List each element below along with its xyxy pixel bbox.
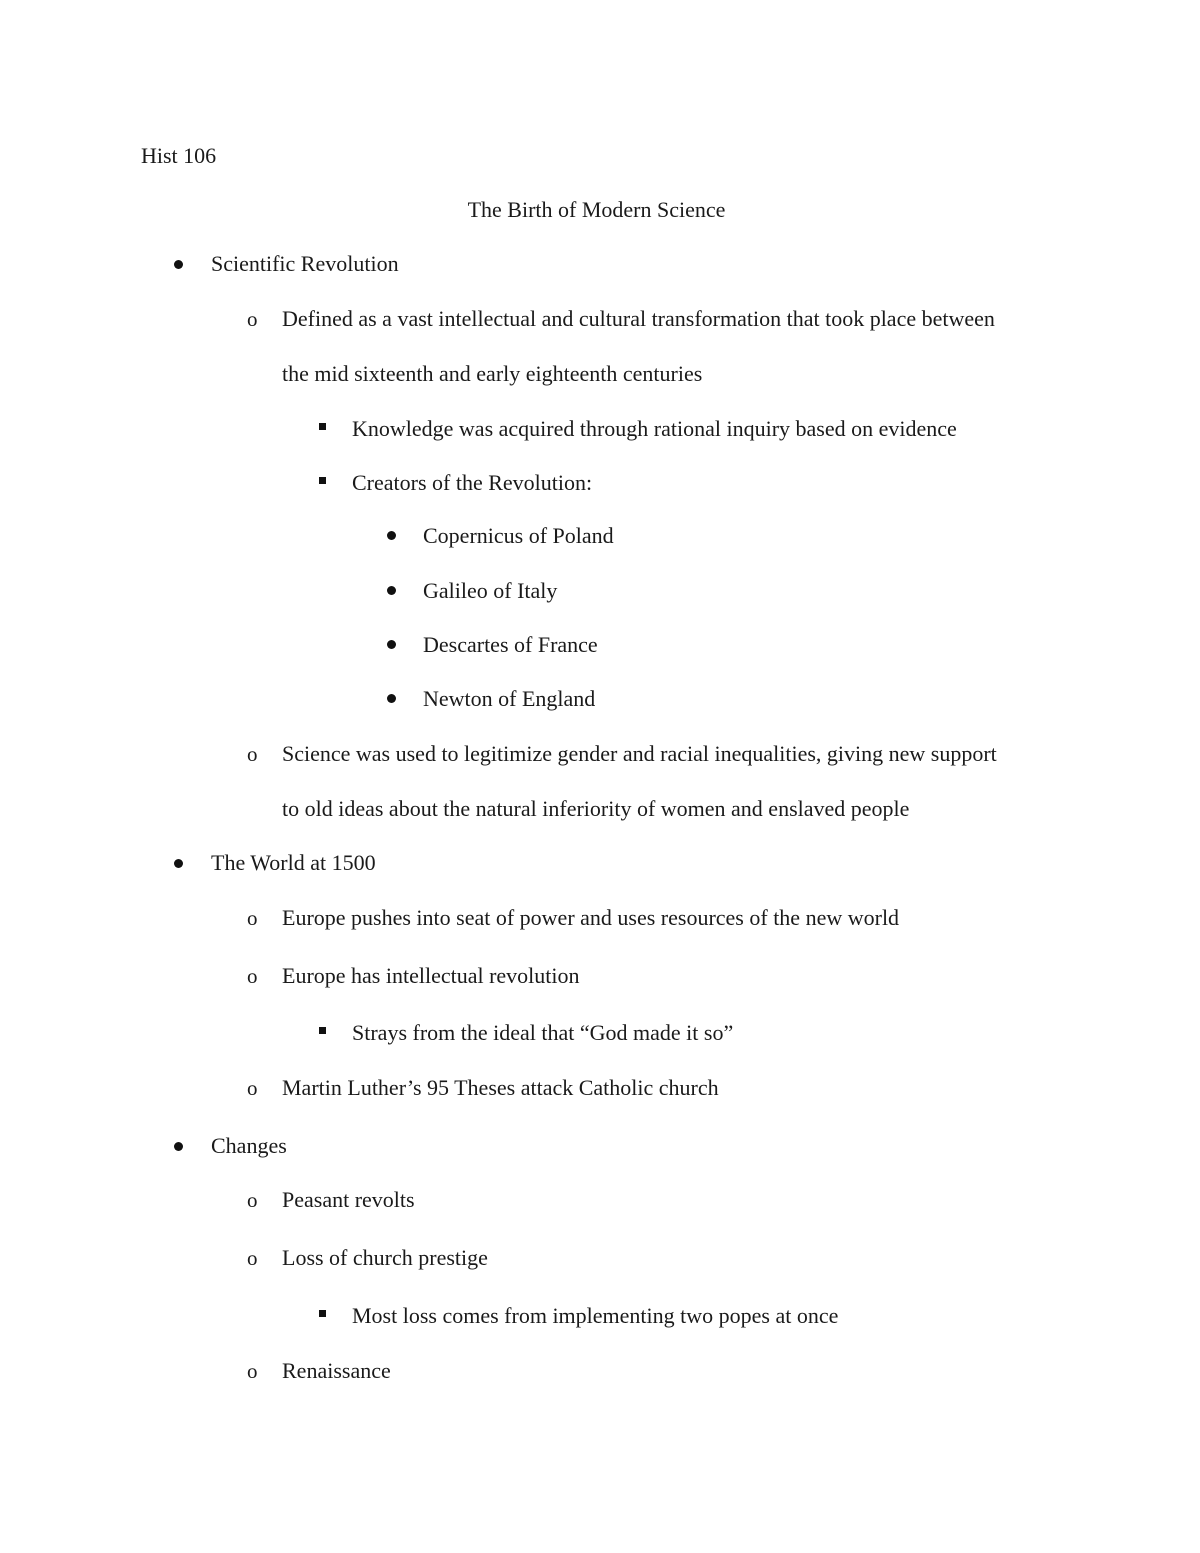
list-item: Renaissance [282,1358,391,1383]
list-item-creator: Descartes of France [423,632,598,657]
bullet-icon [174,1142,183,1151]
hollow-bullet-icon: o [247,742,258,766]
square-bullet-icon [319,477,326,484]
hollow-bullet-icon: o [247,906,258,930]
document-title: The Birth of Modern Science [467,197,726,222]
hollow-bullet-icon: o [247,1246,258,1270]
list-item: Strays from the ideal that “God made it so” [352,1020,734,1045]
hollow-bullet-icon: o [247,1188,258,1212]
list-item-creator: Newton of England [423,686,596,711]
hollow-bullet-icon: o [247,1359,258,1383]
bullet-icon [174,859,183,868]
section-heading-scientific-revolution: Scientific Revolution [211,251,399,276]
square-bullet-icon [319,423,326,430]
list-item: Knowledge was acquired through rational inquiry based on evidence [352,416,957,441]
list-item: Europe pushes into seat of power and uses resources of the new world [282,905,900,930]
bullet-icon [387,640,396,649]
list-item: Science was used to legitimize gender and racial inequalities, giving new support [282,741,997,766]
list-item: Creators of the Revolution: [352,470,593,495]
bullet-icon [387,694,396,703]
square-bullet-icon [319,1310,326,1317]
list-item-continuation: to old ideas about the natural inferiority of women and enslaved people [282,796,910,821]
list-item-creator: Galileo of Italy [423,578,558,603]
section-heading-changes: Changes [211,1133,287,1158]
bullet-icon [387,531,396,540]
square-bullet-icon [319,1027,326,1034]
list-item: Loss of church prestige [282,1245,488,1270]
list-item: Martin Luther’s 95 Theses attack Catholic church [282,1075,719,1100]
list-item: Europe has intellectual revolution [282,963,580,988]
hollow-bullet-icon: o [247,964,258,988]
list-item-continuation: the mid sixteenth and early eighteenth centuries [282,361,703,386]
hollow-bullet-icon: o [247,307,258,331]
list-item: Peasant revolts [282,1187,415,1212]
bullet-icon [387,586,396,595]
course-header: Hist 106 [141,143,217,168]
section-heading-world-1500: The World at 1500 [211,850,376,875]
list-item-creator: Copernicus of Poland [423,523,614,548]
list-item: Most loss comes from implementing two popes at once [352,1303,839,1328]
hollow-bullet-icon: o [247,1076,258,1100]
list-item: Defined as a vast intellectual and cultural transformation that took place between [282,306,995,331]
bullet-icon [174,260,183,269]
